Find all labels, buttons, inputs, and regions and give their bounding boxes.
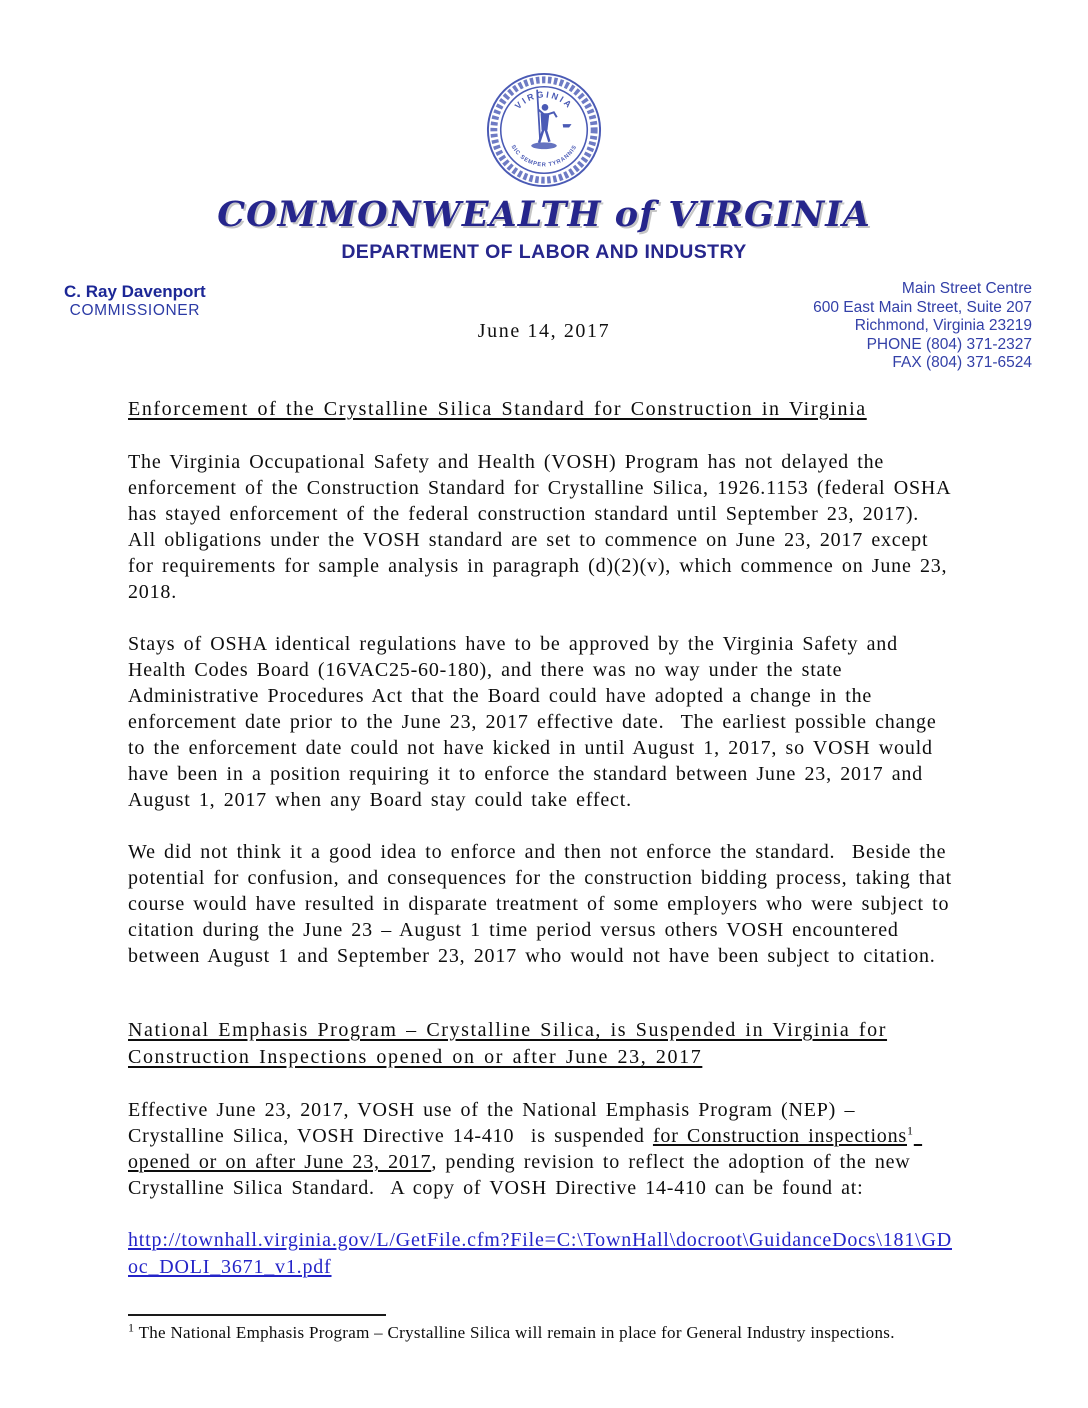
directive-link-block [128, 1227, 960, 1281]
footnote-text [128, 1320, 960, 1343]
letterhead [0, 0, 1088, 376]
footnote-body: The National Emphasis Program – Crystalline Silica will remain in place for General Industry inspections. [138, 1323, 895, 1342]
commissioner-block [64, 282, 206, 320]
letterhead-info-row [0, 280, 1088, 376]
footnote-number: 1 [128, 1320, 135, 1335]
virginia-state-seal-icon [485, 68, 603, 192]
footnote-reference-marker: 1 [906, 1123, 914, 1138]
para4-lead: Effective June 23, 2017, VOSH use of the National Emphasis Program (NEP) – Crystalline Silica, VOSH Directive 14-410 is suspended [128, 1099, 864, 1147]
directive-link[interactable]: http://townhall.virginia.gov/L/GetFile.cfm?File=C:\TownHall\docroot\GuidanceDocs\181\GDoc_DOLI_3671_v1.pdf [128, 1229, 952, 1278]
paragraph-vosh-enforcement: The Virginia Occupational Safety and Health (VOSH) Program has not delayed the enforcement of the Construction Standard for Crystalline Silica, 1926.1153 (federal OSHA has stayed enforcement of the federal construction standard until September 23, 2017). All obligations under the VOSH standard are set to commence on June 23, 2017 except for requirements for sample analysis in paragraph (d)(2)(v), which commence on June 23, 2018. [128, 451, 959, 603]
heading-enforcement: Enforcement of the Crystalline Silica Standard for Construction in Virginia [128, 398, 867, 420]
seal-top-text: VIRGINIA [512, 89, 576, 112]
address-line: 600 East Main Street, Suite 207 [813, 298, 1032, 316]
heading-nep-suspended: National Emphasis Program – Crystalline Silica, is Suspended in Virginia for Construction Inspections opened on or after June 23, 2017 [128, 1019, 888, 1068]
paragraph-nep-suspension [128, 1097, 960, 1201]
letter-date: June 14, 2017 [477, 320, 611, 342]
para4-rest: , pending revision to reflect the adoption of the new Crystalline Silica Standard. A copy of VOSH Directive 14-410 can be found at: [128, 1151, 919, 1199]
paragraph-disparate-treatment: We did not think it a good idea to enforce and then not enforce the standard. Beside the potential for confusion, and consequences for the construction bidding process, taking that course would have resulted in disparate treatment of some employers who were subject to citation during the June 23 – August 1 time period versus others VOSH encountered between August 1 and September 23, 2017 who would not have been subject to citation. [128, 841, 961, 967]
footnote [128, 1314, 960, 1343]
letterhead-title: COMMONWEALTH of VIRGINIA [217, 194, 871, 235]
address-line: FAX (804) 371-6524 [892, 354, 1032, 371]
letterhead-subtitle: DEPARTMENT OF LABOR AND INDUSTRY [341, 241, 747, 263]
footnote-divider [128, 1314, 386, 1316]
address-line: Richmond, Virginia 23219 [854, 317, 1032, 334]
para4-underlined-opened-date: opened or on after June 23, 2017 [128, 1125, 923, 1173]
seal-bottom-text: SIC SEMPER TYRANNIS [509, 144, 579, 169]
letter-body [0, 396, 1088, 1281]
commissioner-name: C. Ray Davenport [64, 282, 206, 301]
paragraph-osha-stays: Stays of OSHA identical regulations have to be approved by the Virginia Safety and Health Codes Board (16VAC25-60-180), and there was no way under the state Administrative Procedures Act that the Board could have adopted a change in the enforcement date prior to the June 23, 2017 effective date. The earliest possible change to the enforcement date could not have kicked in until August 1, 2017, so VOSH would have been in a position requiring it to enforce the standard between June 23, 2017 and August 1, 2017 when any Board stay could take effect. [128, 633, 945, 811]
address-line: Main Street Centre [901, 280, 1032, 297]
para4-underlined-construction-inspections: for Construction inspections [652, 1125, 907, 1147]
commissioner-title: COMMISSIONER [69, 302, 201, 319]
address-line: PHONE (804) 371-2327 [866, 335, 1032, 353]
address-block [813, 280, 1032, 373]
